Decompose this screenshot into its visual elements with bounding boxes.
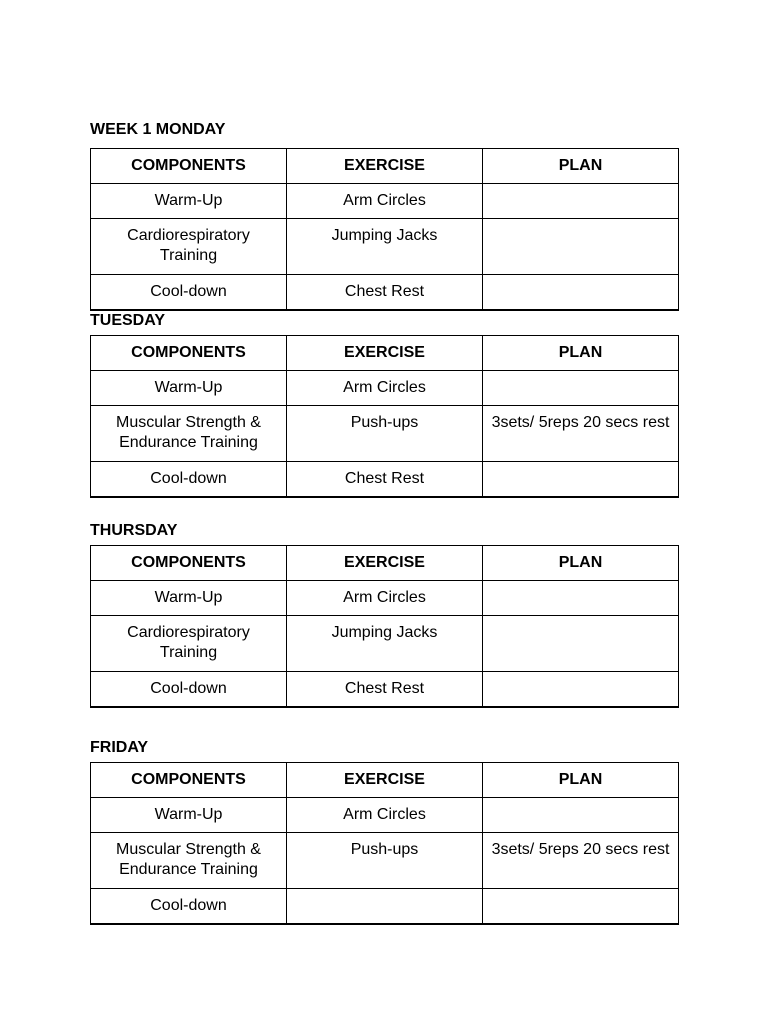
component-cell: Muscular Strength & Endurance Training [91, 833, 287, 889]
table-row [91, 889, 679, 924]
exercise-cell: Jumping Jacks [287, 616, 483, 672]
header-plan: PLAN [483, 149, 679, 184]
table-row [91, 371, 679, 406]
component-cell: Cardiorespiratory Training [91, 616, 287, 672]
day-section-tuesday [90, 311, 679, 498]
table-row [91, 219, 679, 275]
component-cell: Warm-Up [91, 798, 287, 833]
table-header-row [91, 149, 679, 184]
plan-cell [483, 672, 679, 707]
header-components: COMPONENTS [91, 336, 287, 371]
exercise-cell [287, 889, 483, 924]
component-cell: Warm-Up [91, 371, 287, 406]
table-row [91, 275, 679, 310]
component-cell: Warm-Up [91, 581, 287, 616]
day-title: WEEK 1 MONDAY [90, 121, 226, 138]
exercise-cell: Chest Rest [287, 462, 483, 497]
exercise-cell: Arm Circles [287, 798, 483, 833]
exercise-cell: Chest Rest [287, 275, 483, 310]
table-row [91, 184, 679, 219]
exercise-cell: Chest Rest [287, 672, 483, 707]
table-row [91, 406, 679, 462]
table-row [91, 798, 679, 833]
component-cell: Muscular Strength & Endurance Training [91, 406, 287, 462]
header-components: COMPONENTS [91, 546, 287, 581]
workout-table [90, 545, 679, 708]
plan-cell: 3sets/ 5reps 20 secs rest [483, 833, 679, 889]
exercise-cell: Arm Circles [287, 371, 483, 406]
workout-table [90, 335, 679, 498]
header-exercise: EXERCISE [287, 763, 483, 798]
day-title: TUESDAY [90, 312, 165, 329]
table-row [91, 462, 679, 497]
workout-table [90, 148, 679, 311]
header-exercise: EXERCISE [287, 149, 483, 184]
table-header-row [91, 546, 679, 581]
day-section-friday [90, 738, 679, 925]
table-row [91, 616, 679, 672]
header-plan: PLAN [483, 336, 679, 371]
exercise-cell: Arm Circles [287, 581, 483, 616]
component-cell: Cardiorespiratory Training [91, 219, 287, 275]
component-cell: Cool-down [91, 275, 287, 310]
plan-cell [483, 219, 679, 275]
table-header-row [91, 336, 679, 371]
table-header-row [91, 763, 679, 798]
plan-cell [483, 462, 679, 497]
table-row [91, 672, 679, 707]
day-section-monday [90, 120, 679, 311]
plan-cell: 3sets/ 5reps 20 secs rest [483, 406, 679, 462]
header-plan: PLAN [483, 546, 679, 581]
plan-cell [483, 581, 679, 616]
header-exercise: EXERCISE [287, 336, 483, 371]
day-section-thursday [90, 521, 679, 708]
exercise-cell: Jumping Jacks [287, 219, 483, 275]
plan-cell [483, 616, 679, 672]
workout-table [90, 762, 679, 925]
header-components: COMPONENTS [91, 763, 287, 798]
plan-cell [483, 798, 679, 833]
day-title: THURSDAY [90, 522, 178, 539]
exercise-cell: Push-ups [287, 833, 483, 889]
day-title: FRIDAY [90, 739, 149, 756]
component-cell: Cool-down [91, 672, 287, 707]
exercise-cell: Arm Circles [287, 184, 483, 219]
header-plan: PLAN [483, 763, 679, 798]
header-components: COMPONENTS [91, 149, 287, 184]
plan-cell [483, 275, 679, 310]
exercise-cell: Push-ups [287, 406, 483, 462]
table-row [91, 833, 679, 889]
plan-cell [483, 184, 679, 219]
table-row [91, 581, 679, 616]
component-cell: Cool-down [91, 462, 287, 497]
component-cell: Cool-down [91, 889, 287, 924]
plan-cell [483, 371, 679, 406]
plan-cell [483, 889, 679, 924]
component-cell: Warm-Up [91, 184, 287, 219]
header-exercise: EXERCISE [287, 546, 483, 581]
